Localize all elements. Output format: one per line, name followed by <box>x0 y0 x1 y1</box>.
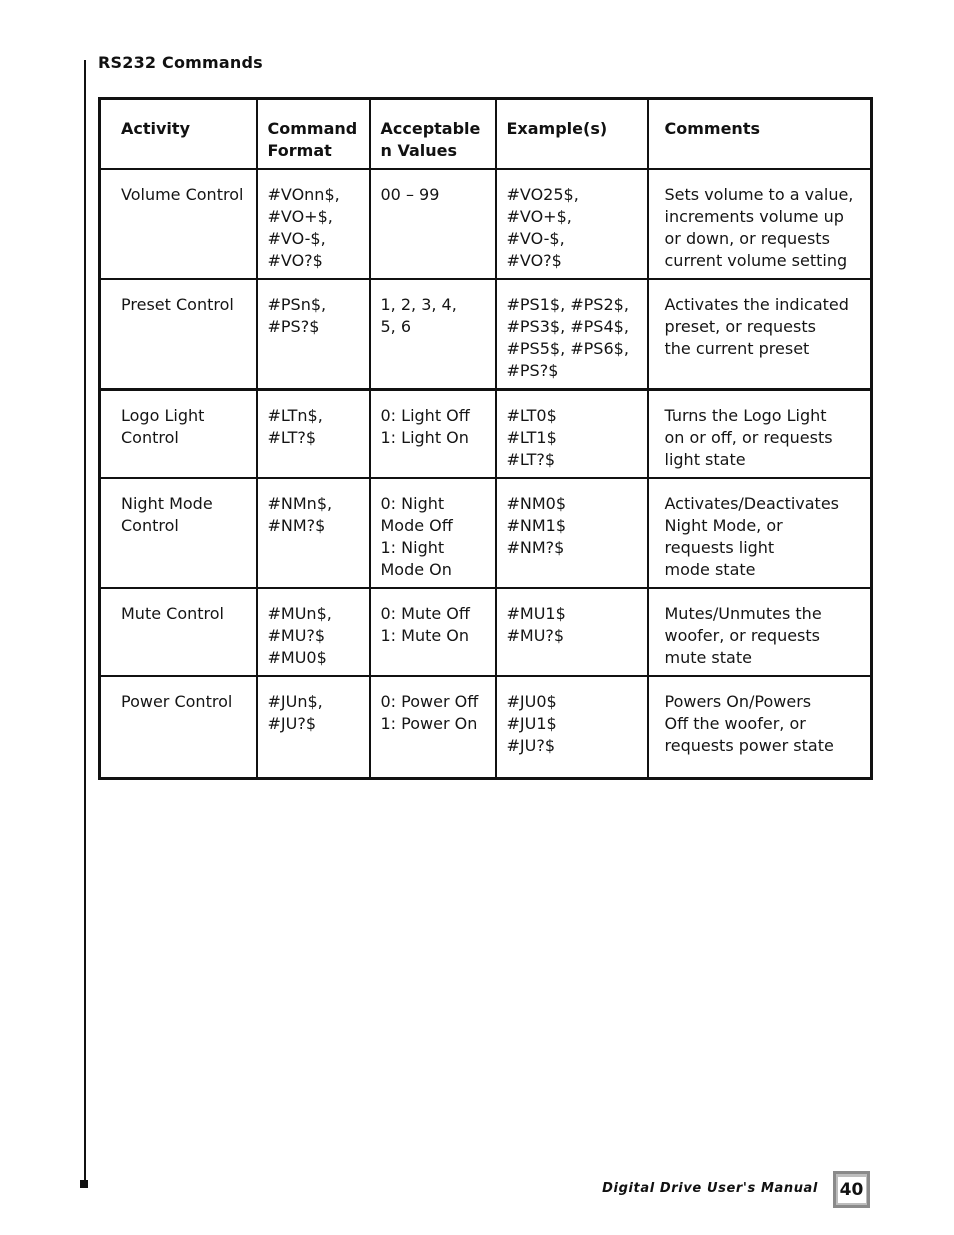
table-row <box>100 676 872 778</box>
cell-examples: #MU1$ #MU?$ <box>496 588 648 676</box>
page-number: 40 <box>838 1177 866 1203</box>
table-row <box>100 390 872 479</box>
table-row <box>100 478 872 588</box>
cell-comments: Mutes/Unmutes the woofer, or requests mute state <box>648 588 872 676</box>
rs232-commands-table <box>98 97 873 780</box>
table-row <box>100 588 872 676</box>
cell-format: #NMn$, #NM?$ <box>257 478 370 588</box>
cell-comments: Powers On/Powers Off the woofer, or requests power state <box>648 676 872 778</box>
header-acceptable-values: Acceptable n Values <box>370 99 496 170</box>
margin-mark <box>80 1180 88 1188</box>
header-activity: Activity <box>100 99 257 170</box>
header-examples: Example(s) <box>496 99 648 170</box>
cell-format: #VOnn$, #VO+$, #VO-$, #VO?$ <box>257 169 370 279</box>
page-number-badge <box>833 1171 870 1208</box>
margin-rule <box>84 60 86 1182</box>
cell-activity: Preset Control <box>100 279 257 390</box>
cell-format: #JUn$, #JU?$ <box>257 676 370 778</box>
section-title: RS232 Commands <box>98 53 263 72</box>
cell-format: #MUn$, #MU?$ #MU0$ <box>257 588 370 676</box>
cell-values: 0: Power Off 1: Power On <box>370 676 496 778</box>
cell-values: 1, 2, 3, 4, 5, 6 <box>370 279 496 390</box>
table-header-row <box>100 99 872 170</box>
cell-comments: Activates the indicated preset, or requests the current preset <box>648 279 872 390</box>
header-command-format: Command Format <box>257 99 370 170</box>
header-comments: Comments <box>648 99 872 170</box>
cell-examples: #NM0$ #NM1$ #NM?$ <box>496 478 648 588</box>
cell-activity: Logo Light Control <box>100 390 257 479</box>
cell-format: #PSn$, #PS?$ <box>257 279 370 390</box>
cell-comments: Sets volume to a value, increments volume up or down, or requests current volume setting <box>648 169 872 279</box>
cell-examples: #VO25$, #VO+$, #VO-$, #VO?$ <box>496 169 648 279</box>
cell-values: 00 – 99 <box>370 169 496 279</box>
cell-activity: Mute Control <box>100 588 257 676</box>
cell-values: 0: Light Off 1: Light On <box>370 390 496 479</box>
cell-examples: #LT0$ #LT1$ #LT?$ <box>496 390 648 479</box>
table-row <box>100 169 872 279</box>
cell-comments: Activates/Deactivates Night Mode, or requests light mode state <box>648 478 872 588</box>
cell-format: #LTn$, #LT?$ <box>257 390 370 479</box>
footer-manual-title: Digital Drive User's Manual <box>602 1181 818 1196</box>
cell-activity: Night Mode Control <box>100 478 257 588</box>
cell-examples: #JU0$ #JU1$ #JU?$ <box>496 676 648 778</box>
table-row <box>100 279 872 390</box>
cell-examples: #PS1$, #PS2$, #PS3$, #PS4$, #PS5$, #PS6$, #PS?$ <box>496 279 648 390</box>
cell-activity: Volume Control <box>100 169 257 279</box>
cell-values: 0: Night Mode Off 1: Night Mode On <box>370 478 496 588</box>
cell-activity: Power Control <box>100 676 257 778</box>
cell-comments: Turns the Logo Light on or off, or requests light state <box>648 390 872 479</box>
cell-values: 0: Mute Off 1: Mute On <box>370 588 496 676</box>
